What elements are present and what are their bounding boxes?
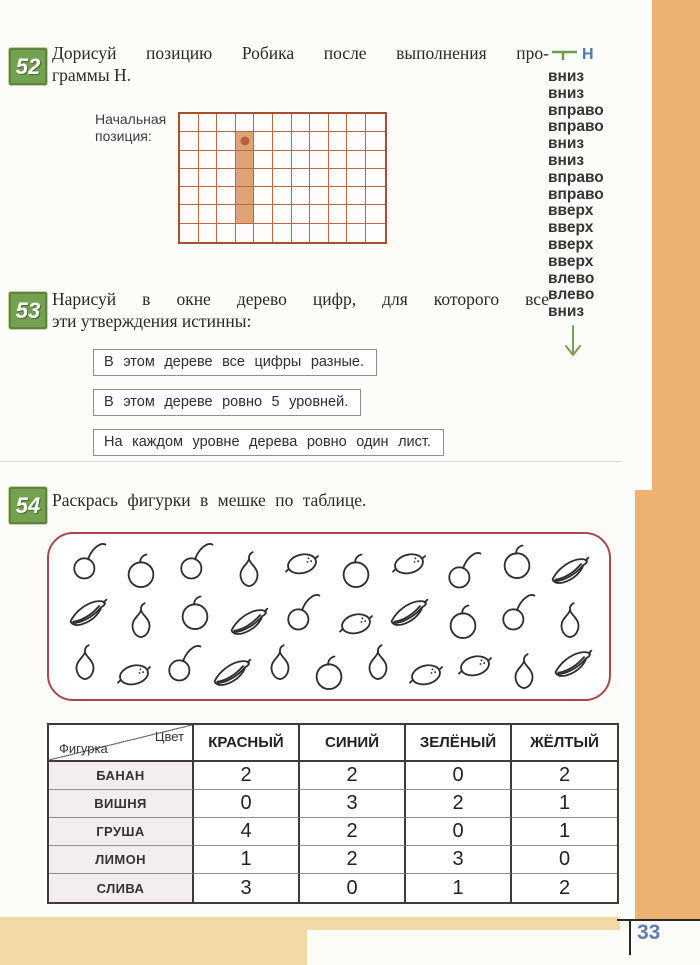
table-value-cell: 0 xyxy=(512,846,617,874)
grid-cell xyxy=(347,169,366,187)
start-position-label: Начальная позиция: xyxy=(95,111,167,144)
table-value-cell: 2 xyxy=(558,876,571,899)
grid-cell xyxy=(236,187,255,205)
fruit-banana-icon xyxy=(547,549,593,593)
fruit-banana-icon xyxy=(226,600,272,644)
grid-cell xyxy=(236,132,255,150)
grid-cell xyxy=(292,169,311,187)
grid-cell xyxy=(310,114,329,132)
fruit-lemon-icon xyxy=(386,540,432,584)
table-column-header: КРАСНЫЙ xyxy=(194,725,300,762)
fruit-row xyxy=(61,646,597,690)
fruit-lemon-icon xyxy=(333,600,379,644)
grid-cell xyxy=(217,224,236,242)
fruit-plum-icon xyxy=(333,549,379,593)
fruit-pear-icon xyxy=(62,642,108,686)
grid-cell xyxy=(254,132,273,150)
program-step: вправо xyxy=(548,185,604,203)
grid-cell xyxy=(292,114,311,132)
fruit-pear-icon xyxy=(118,600,164,644)
fruit-bag xyxy=(47,532,611,701)
program-step: влево xyxy=(548,286,595,304)
fruit-banana-icon xyxy=(386,591,432,635)
grid-cell xyxy=(273,187,292,205)
grid-cell xyxy=(292,151,311,169)
fruit-lemon-icon xyxy=(279,540,325,584)
robik-marker xyxy=(240,136,249,145)
fruit-row xyxy=(61,544,597,588)
grid-cell xyxy=(366,187,385,205)
corner-label-figure: Фигурка xyxy=(59,741,108,756)
fruit-cherry-icon xyxy=(494,591,540,635)
grid-cell xyxy=(217,187,236,205)
grid-cell xyxy=(329,205,348,223)
grid-cell xyxy=(199,114,218,132)
program-step: вверх xyxy=(548,235,594,253)
fruit-pear-icon xyxy=(547,600,593,644)
task-54-badge: 54 xyxy=(8,486,48,525)
statement-box: На каждом уровне дерева ровно один лист. xyxy=(93,429,444,456)
task-52-badge: 52 xyxy=(8,47,48,86)
table-row-label: ЛИМОН xyxy=(49,846,194,874)
grid-cell xyxy=(199,224,218,242)
program-step: вниз xyxy=(548,151,585,169)
bottom-margin-band xyxy=(0,917,307,965)
grid-cell xyxy=(329,187,348,205)
fruit-cherry-icon xyxy=(160,642,206,686)
program-step: вверх xyxy=(548,219,594,237)
fruit-pear-icon xyxy=(355,642,401,686)
fruit-pear-icon xyxy=(257,642,303,686)
table-value-cell: 3 xyxy=(194,874,300,902)
grid-cell xyxy=(310,132,329,150)
table-column-header: ЖЁЛТЫЙ xyxy=(512,725,617,762)
grid-cell xyxy=(199,151,218,169)
grid-cell xyxy=(236,114,255,132)
grid-cell xyxy=(180,187,199,205)
fruit-pear-icon xyxy=(501,651,547,695)
table-value-cell: 0 xyxy=(194,790,300,818)
grid-cell xyxy=(329,151,348,169)
right-margin-band-wide xyxy=(635,490,700,920)
statement-boxes xyxy=(93,349,444,469)
task-53-text xyxy=(52,288,549,332)
grid-cell xyxy=(180,169,199,187)
footer-vertical-rule xyxy=(629,919,631,955)
program-step: вниз xyxy=(548,135,585,153)
grid-cell xyxy=(347,205,366,223)
grid-cell xyxy=(217,169,236,187)
robik-grid xyxy=(178,112,387,244)
grid-cell xyxy=(180,205,199,223)
grid-cell xyxy=(292,187,311,205)
grid-cell xyxy=(217,132,236,150)
fruit-lemon-icon xyxy=(403,651,449,695)
fruit-row xyxy=(61,595,597,639)
grid-cell xyxy=(236,169,255,187)
table-value-cell: 0 xyxy=(406,762,512,790)
fruit-banana-icon xyxy=(65,591,111,635)
grid-cell xyxy=(180,114,199,132)
program-step: вправо xyxy=(548,101,604,119)
task-54-text: Раскрась фигурки в мешке по таблице. xyxy=(52,490,367,510)
grid-cell xyxy=(329,132,348,150)
table-value-cell: 4 xyxy=(194,818,300,846)
grid-cell xyxy=(180,224,199,242)
fruit-cherry-icon xyxy=(172,540,218,584)
table-value-cell: 2 xyxy=(512,762,617,790)
program-name: Н xyxy=(582,46,594,63)
fruit-plum-icon xyxy=(494,540,540,584)
program-step: вниз xyxy=(548,68,585,85)
table-value-cell: 2 xyxy=(194,762,300,790)
grid-cell xyxy=(310,187,329,205)
grid-cell xyxy=(180,151,199,169)
corner-label-color: Цвет xyxy=(154,729,184,744)
table-column-header: СИНИЙ xyxy=(300,725,406,762)
grid-cell xyxy=(217,205,236,223)
down-arrow-icon xyxy=(562,325,584,359)
program-header xyxy=(550,46,604,64)
table-row-label: СЛИВА xyxy=(49,874,194,902)
grid-cell xyxy=(236,224,255,242)
grid-cell xyxy=(329,114,348,132)
program-steps xyxy=(548,69,604,321)
program-step: вверх xyxy=(548,252,594,270)
grid-cell xyxy=(347,151,366,169)
table-row-label: ГРУША xyxy=(49,818,194,846)
grid-cell xyxy=(199,132,218,150)
table-row-label: ВИШНЯ xyxy=(49,790,194,818)
task-53-line-2: эти утверждения истинны: xyxy=(52,311,252,331)
grid-cell xyxy=(236,151,255,169)
fruit-plum-icon xyxy=(306,651,352,695)
grid-cell xyxy=(199,169,218,187)
grid-cell xyxy=(199,205,218,223)
grid-cell xyxy=(273,224,292,242)
fruit-banana-icon xyxy=(550,642,596,686)
section-divider xyxy=(0,461,622,462)
table-value-cell: 1 xyxy=(406,874,512,902)
fruit-color-table xyxy=(47,723,619,904)
program-step: вправо xyxy=(548,168,604,186)
grid-cell xyxy=(273,114,292,132)
grid-cell xyxy=(254,187,273,205)
grid-cell xyxy=(292,205,311,223)
fruit-cherry-icon xyxy=(65,540,111,584)
program-step: влево xyxy=(548,269,595,287)
table-value-cell: 2 xyxy=(406,790,512,818)
grid-cell xyxy=(273,132,292,150)
grid-cell xyxy=(347,187,366,205)
program-step: вправо xyxy=(548,118,604,136)
program-step: вниз xyxy=(548,303,585,321)
grid-cell xyxy=(329,169,348,187)
grid-cell xyxy=(366,224,385,242)
task-53-line-1: Нарисуй в окне дерево цифр, для которого все xyxy=(52,289,549,309)
fruit-pear-icon xyxy=(226,549,272,593)
fruit-plum-icon xyxy=(118,549,164,593)
grid-cell xyxy=(217,114,236,132)
statement-box: В этом дереве все цифры разные. xyxy=(93,349,377,376)
grid-cell xyxy=(347,132,366,150)
grid-cell xyxy=(310,224,329,242)
grid-cell xyxy=(347,114,366,132)
table-row-label: БАНАН xyxy=(49,762,194,790)
fruit-cherry-icon xyxy=(279,591,325,635)
task-52-line-1: Дорисуй позицию Робика после выполнения про- xyxy=(52,43,549,63)
grid-cell xyxy=(329,224,348,242)
grid-cell xyxy=(310,205,329,223)
grid-cell xyxy=(347,224,366,242)
program-step: вниз xyxy=(548,84,585,102)
grid-cell xyxy=(254,169,273,187)
table-corner-cell xyxy=(49,725,194,762)
grid-cell xyxy=(366,132,385,150)
grid-cell xyxy=(273,205,292,223)
grid-cell xyxy=(217,151,236,169)
task-53-badge: 53 xyxy=(8,291,48,330)
grid-cell xyxy=(273,151,292,169)
table-value-cell: 3 xyxy=(300,790,406,818)
program-column xyxy=(548,46,604,364)
fruit-cherry-icon xyxy=(440,549,486,593)
table-value-cell: 1 xyxy=(512,818,617,846)
grid-cell xyxy=(366,114,385,132)
statement-box: В этом дереве ровно 5 уровней. xyxy=(93,389,361,416)
grid-cell xyxy=(254,114,273,132)
grid-cell xyxy=(199,187,218,205)
grid-cell xyxy=(236,205,255,223)
task-52-line-2: граммы Н. xyxy=(52,65,131,85)
grid-cell xyxy=(310,151,329,169)
grid-cell xyxy=(254,224,273,242)
table-value-cell: 2 xyxy=(300,818,406,846)
page-number: 33 xyxy=(637,921,661,944)
table-value-cell: 0 xyxy=(406,818,512,846)
table-value-cell: 1 xyxy=(194,846,300,874)
table-column-header: ЗЕЛЁНЫЙ xyxy=(406,725,512,762)
grid-cell xyxy=(310,169,329,187)
grid-cell xyxy=(366,205,385,223)
table-value-cell: 2 xyxy=(300,846,406,874)
grid-cell xyxy=(254,205,273,223)
grid-cell xyxy=(366,151,385,169)
table-value-cell: 2 xyxy=(300,762,406,790)
fruit-plum-icon xyxy=(440,600,486,644)
program-start-icon xyxy=(550,47,580,63)
grid-cell xyxy=(292,132,311,150)
fruit-lemon-icon xyxy=(452,642,498,686)
right-margin-band xyxy=(652,0,700,492)
fruit-banana-icon xyxy=(209,651,255,695)
fruit-plum-icon xyxy=(172,591,218,635)
table-value-cell: 1 xyxy=(512,790,617,818)
table-value-cell: 0 xyxy=(300,874,406,902)
task-52-text xyxy=(52,42,549,86)
fruit-lemon-icon xyxy=(111,651,157,695)
grid-cell xyxy=(366,169,385,187)
grid-cell xyxy=(292,224,311,242)
grid-cell xyxy=(273,169,292,187)
grid-cell xyxy=(180,132,199,150)
grid-cell xyxy=(254,151,273,169)
table-value-cell: 3 xyxy=(406,846,512,874)
program-step: вверх xyxy=(548,202,594,220)
